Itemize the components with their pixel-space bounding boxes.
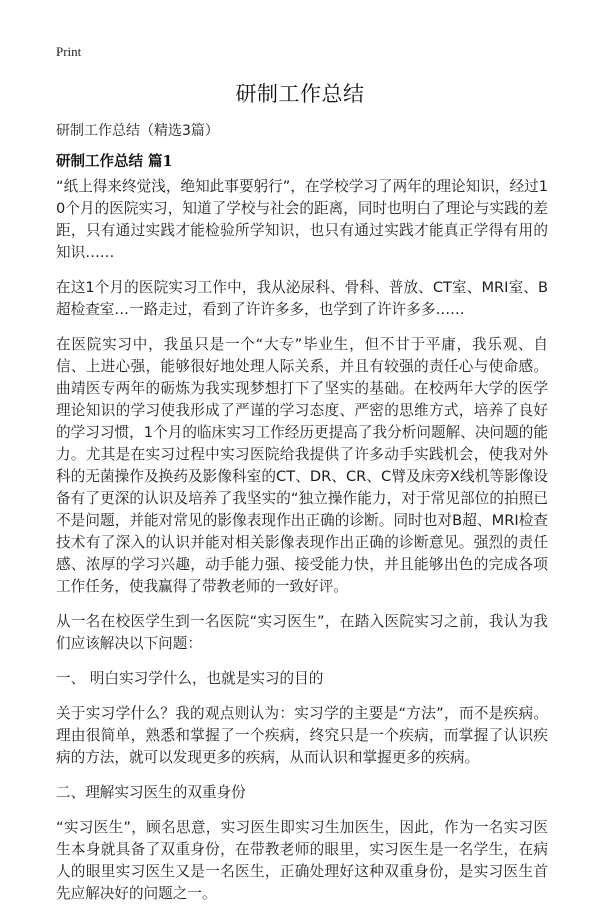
print-link[interactable]: Print <box>56 44 82 59</box>
paragraph: “实习医生”，顾名思意，实习医生即实习生加医生，因此，作为一名实习医生本身就具备了双重身份，在带教老师的眼里，实习医生是一名学生，在病人的眼里实习医生又是一名医生，正确处理好这种双重身份，是实习医生首先应解决好的问题之一。 <box>56 819 548 902</box>
subheading: 一、 明白实习学什么，也就是实习的目的 <box>56 670 324 687</box>
document-subtitle: 研制工作总结（精选3篇） <box>56 123 219 139</box>
paragraph: “纸上得来终觉浅，绝知此事要躬行”，在学校学习了两年的理论知识，经过10个月的医院实习，知道了学校与社会的距离，同时也明白了理论与实践的差距，只有通过实践才能检验所学知识，也只有通过实践才能真正学得有用的知识…… <box>56 178 548 261</box>
page-title: 研制工作总结 <box>235 82 365 106</box>
paragraph: 在医院实习中，我虽只是一个“大专”毕业生，但不甘于平庸，我乐观、自信、上进心强，能够很好地处理人际关系，并且有较强的责任心与使命感。曲靖医专两年的砺炼为我实现梦想打下了坚实的基础。在校两年大学的医学理论知识的学习使我形成了严谨的学习态度、严密的思维方式，培养了良好的学习习惯，1个月的临床实习工作经历更提高了我分析问题解、决问题的能力。尤其是在实习过程中实习医院给我提供了许多动手实践机会，使我对外科的无菌操作及换药及影像科室的CT、DR、CR、C臂及床旁X线机等影像设备有了更深的认识及培养了我坚实的“独立操作能力，对于常见部位的拍照已不是问题，并能对常见的影像表现作出正确的诊断。同时也对B超、MRI检查技术有了深入的认识并能对相关影像表现作出正确的诊断意见。强烈的责任感、浓厚的学习兴趣，动手能力强、接受能力快，并且能够出色的完成各项工作任务，使我赢得了带教老师的一致好评。 <box>56 336 548 595</box>
subheading: 二、理解实习医生的双重身份 <box>56 784 246 801</box>
paragraph: 从一名在校医学生到一名医院“实习医生”，在踏入医院实习之前，我认为我们应该解决以下问题： <box>56 613 548 652</box>
section-heading: 研制工作总结 篇1 <box>56 153 173 170</box>
document-body <box>56 176 548 918</box>
paragraph: 在这1个月的医院实习工作中，我从泌尿科、骨科、普放、CT室、MRI室、B超检查室…一路走过，看到了许许多多，也学到了许许多多…… <box>56 279 548 318</box>
paragraph: 关于实习学什么？我的观点则认为：实习学的主要是“方法”，而不是疾病。理由很简单，熟悉和掌握了一个疾病，终究只是一个疾病，而掌握了认识疾病的方法，就可以发现更多的疾病，从而认识和掌握更多的疾病。 <box>56 705 548 766</box>
